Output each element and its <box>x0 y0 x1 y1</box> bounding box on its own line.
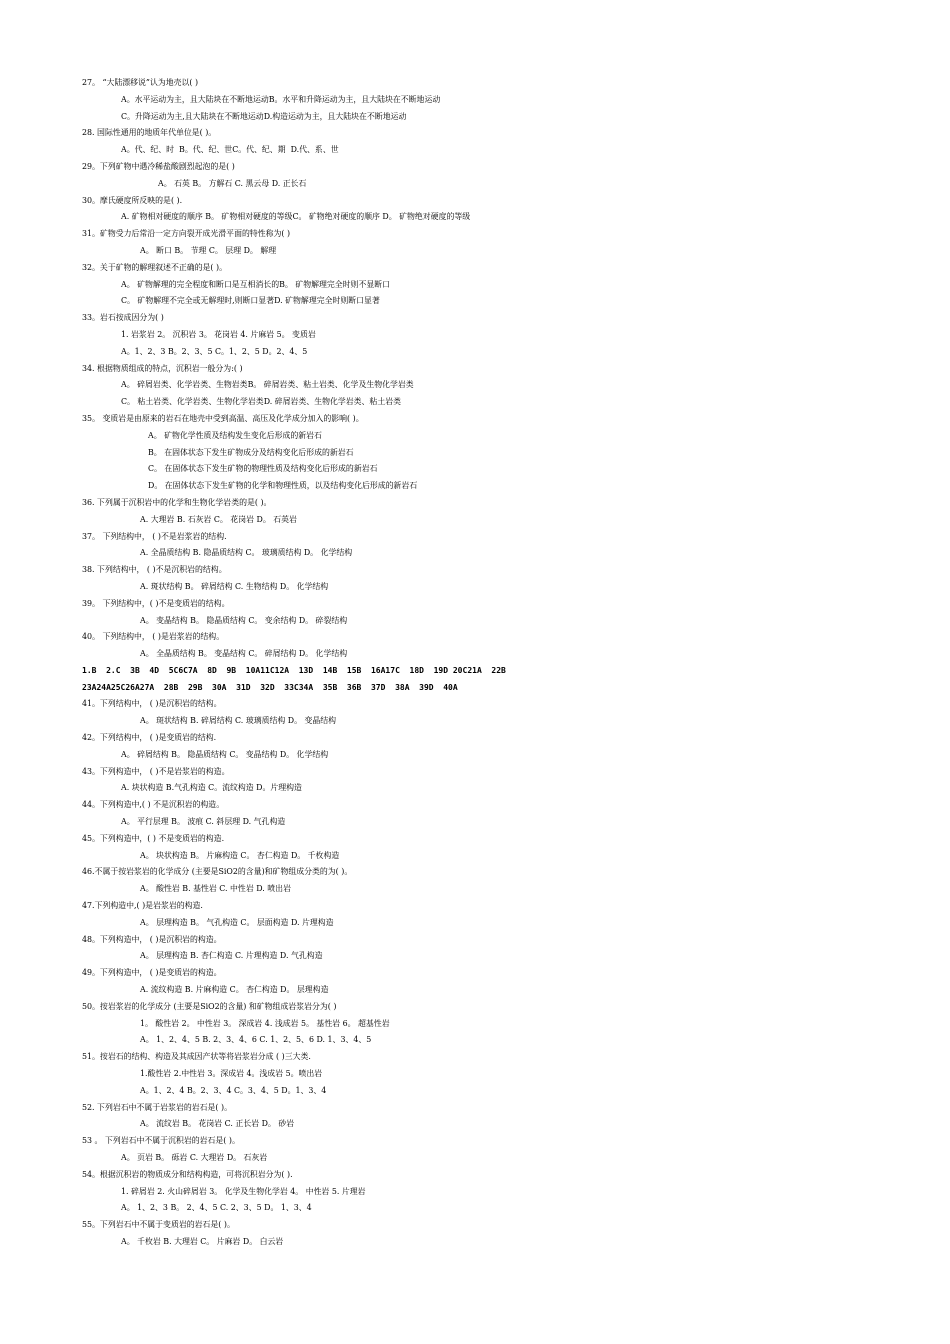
document-line: A。水平运动为主，且大陆块在不断地运动B。水平和升降运动为主，且大陆块在不断地运动 <box>121 94 441 104</box>
document-line: A。 全晶质结构 B。 变晶结构 C。 碎屑结构 D。 化学结构 <box>140 649 348 659</box>
document-line: A。 矿物化学性质及结构发生变化后形成的新岩石 <box>148 430 322 440</box>
document-line: 34. 根据物质组成的特点，沉积岩一般分为:( ) <box>82 363 243 373</box>
document-line: 49。下列构造中， ( )是变质岩的构造。 <box>82 968 222 978</box>
document-line: C。 在固体状态下发生矿物的物理性质及结构变化后形成的新岩石 <box>148 464 378 474</box>
document-line: C。升降运动为主,且大陆块在不断地运动D.构造运动为主，且大陆块在不断地运动 <box>121 111 407 121</box>
document-line: A。 石英 B。 方解石 C. 黑云母 D. 正长石 <box>158 178 307 188</box>
document-line: A。1、2、3 B。2、3、5 C。1、2、5 D。2、4、5 <box>121 346 308 356</box>
document-line: 28. 国际性通用的地质年代单位是( )。 <box>82 128 217 138</box>
document-line: 45。下列构造中，( ) 不是变质岩的构造. <box>82 833 225 843</box>
document-line: A. 全晶质结构 B. 隐晶质结构 C。 玻璃质结构 D。 化学结构 <box>140 548 353 558</box>
document-line: A. 流纹构造 B. 片麻构造 C。 杏仁构造 D。 层理构造 <box>140 985 329 995</box>
document-line: A. 块状构造 B.气孔构造 C。流纹构造 D。片理构造 <box>121 783 302 793</box>
document-line: 33。岩石按成因分为( ) <box>82 313 164 323</box>
document-line: 47.下列构造中,( )是岩浆岩的构造. <box>82 901 203 911</box>
document-line: 31。矿物受力后常沿一定方向裂开成光滑平面的特性称为( ) <box>82 229 291 239</box>
document-line: 51。按岩石的结构、构造及其成因产状等将岩浆岩分成 ( )三大类. <box>82 1052 311 1062</box>
document-line: 55。下列岩石中不属于变质岩的岩石是( )。 <box>82 1220 235 1230</box>
document-line: A. 大理岩 B. 石灰岩 C。 花岗岩 D。 石英岩 <box>140 514 297 524</box>
document-line: A。 矿物解理的完全程度和断口是互相消长的B。 矿物解理完全时则不显断口 <box>121 279 391 289</box>
document-line: 40。 下列结构中， ( )是岩浆岩的结构。 <box>82 632 225 642</box>
document-line: 50。按岩浆岩的化学成分 (主要是SiO2的含量) 和矿物组成岩浆岩分为( ) <box>82 1001 337 1011</box>
document-line: A。 碎屑岩类、化学岩类、生物岩类B。 碎屑岩类、粘土岩类、化学及生物化学岩类 <box>121 380 414 390</box>
document-line: A。 1、2、4、5 B. 2、3、4、6 C. 1、2、5、6 D. 1、3、4、5 <box>140 1035 372 1045</box>
document-line: A。 块状构造 B。 片麻构造 C。 杏仁构造 D。 千枚构造 <box>140 850 340 860</box>
document-line: A。 断口 B。 节理 C。 层理 D。 解理 <box>140 245 277 255</box>
document-line: A。 变晶结构 B。 隐晶质结构 C。 变余结构 D。 碎裂结构 <box>140 615 348 625</box>
document-line: 30。摩氏硬度所反映的是( ). <box>82 195 183 205</box>
document-line: A。1、2、4 B。2、3、4 C。3、4、5 D。1、3、4 <box>140 1085 327 1095</box>
document-line: 32。关于矿物的解理叙述不正确的是( )。 <box>82 262 227 272</box>
document-line: D。 在固体状态下发生矿物的化学和物理性质，以及结构变化后形成的新岩石 <box>148 481 418 491</box>
document-line: A。 斑状结构 B. 碎屑结构 C. 玻璃质结构 D。 变晶结构 <box>140 716 337 726</box>
document-line: C。 粘土岩类、化学岩类、生物化学岩类D. 碎屑岩类、生物化学岩类、粘土岩类 <box>121 397 401 407</box>
document-line: 41。下列结构中， ( )是沉积岩的结构。 <box>82 699 222 709</box>
document-line: C。 矿物解理不完全或无解理时,则断口显著D. 矿物解理完全时则断口显著 <box>121 296 380 306</box>
document-line: A。 页岩 B。 砾岩 C. 大理岩 D。 石灰岩 <box>121 1153 268 1162</box>
document-line: A。 千枚岩 B. 大理岩 C。 片麻岩 D。 白云岩 <box>121 1236 284 1246</box>
document-line: A。 平行层理 B。 波痕 C. 斜层理 D. 气孔构造 <box>121 817 286 827</box>
document-line: 39。 下列结构中，( )不是变质岩的结构。 <box>82 598 230 608</box>
document-line: A. 斑状结构 B。 碎屑结构 C. 生物结构 D。 化学结构 <box>140 581 329 591</box>
answer-key-line: 1.B 2.C 3B 4D 5C6C7A 8D 9B 10A11C12A 13D 14B 15B 16A17C 18D 19D 20C21A 22B <box>82 665 506 675</box>
document-line: 1。 酸性岩 2。 中性岩 3。 深成岩 4. 浅成岩 5。 基性岩 6。 超基性岩 <box>140 1018 390 1028</box>
document-line: A。 流纹岩 B。 花岗岩 C. 正长岩 D。 砂岩 <box>140 1119 295 1129</box>
document-line: A。 碎屑结构 B。 隐晶质结构 C。 变晶结构 D。 化学结构 <box>121 749 329 759</box>
answer-key-line: 23A24A25C26A27A 28B 29B 30A 31D 32D 33C34A 35B 36B 37D 38A 39D 40A <box>82 682 458 692</box>
document-line: A。 层理构造 B. 杏仁构造 C. 片理构造 D. 气孔构造 <box>140 951 323 961</box>
document-line: A。 层理构造 B。 气孔构造 C。 层面构造 D. 片理构造 <box>140 917 334 927</box>
document-line: 54。根据沉积岩的物质成分和结构构造，可将沉积岩分为( ). <box>82 1169 293 1179</box>
document-line: 1. 碎屑岩 2. 火山碎屑岩 3。 化学及生物化学岩 4。 中性岩 5. 片理岩 <box>121 1186 366 1196</box>
document-line: A。 酸性岩 B. 基性岩 C. 中性岩 D. 喷出岩 <box>140 884 291 894</box>
document-line: 44。下列构造中,( ) 不是沉积岩的构造。 <box>82 800 225 810</box>
document-line: B。 在固体状态下发生矿物成分及结构变化后形成的新岩石 <box>148 447 354 457</box>
document-line: 35。 变质岩是由原来的岩石在地壳中受到高温、高压及化学成分加入的影响( )。 <box>82 413 364 423</box>
document-line: 27。 “大陆漂移说”认为地壳以( ) <box>82 78 199 87</box>
question-list <box>0 75 950 1251</box>
document-line: 1. 岩浆岩 2。 沉积岩 3。 花岗岩 4. 片麻岩 5。 变质岩 <box>121 329 316 339</box>
document-line: A。代、纪、时 B。代、纪、世C。代、纪、期 D.代、系、世 <box>121 145 339 155</box>
document-line: 42。下列结构中， ( )是变质岩的结构. <box>82 733 217 743</box>
document-line: 37。 下列结构中， ( )不是岩浆岩的结构. <box>82 531 227 541</box>
document-line: 48。下列构造中， ( )是沉积岩的构造。 <box>82 934 222 944</box>
document-line: 43。下列构造中， ( )不是岩浆岩的构造。 <box>82 766 230 776</box>
document-line: 36. 下列属于沉积岩中的化学和生物化学岩类的是( )。 <box>82 497 272 507</box>
document-line: 53 。 下列岩石中不属于沉积岩的岩石是( )。 <box>82 1136 240 1146</box>
document-line: 29。下列矿物中遇冷稀盐酸剧烈起泡的是( ) <box>82 161 235 171</box>
document-line: A。 1、2、3 B。 2、4、5 C. 2、3、5 D。 1、3、4 <box>121 1203 312 1213</box>
document-line: 1.酸性岩 2.中性岩 3。深成岩 4。浅成岩 5。喷出岩 <box>140 1069 323 1079</box>
document-line: A. 矿物相对硬度的顺序 B。 矿物相对硬度的等级C。 矿物绝对硬度的顺序 D。 矿物绝对硬度的等级 <box>121 212 471 222</box>
document-line: 52. 下列岩石中不属于岩浆岩的岩石是( )。 <box>82 1102 232 1112</box>
document-line: 46.不属于按岩浆岩的化学成分 (主要是SiO2的含量)和矿物组成分类的为( )。 <box>82 867 353 877</box>
document-line: 38. 下列结构中， ( )不是沉积岩的结构。 <box>82 565 227 575</box>
